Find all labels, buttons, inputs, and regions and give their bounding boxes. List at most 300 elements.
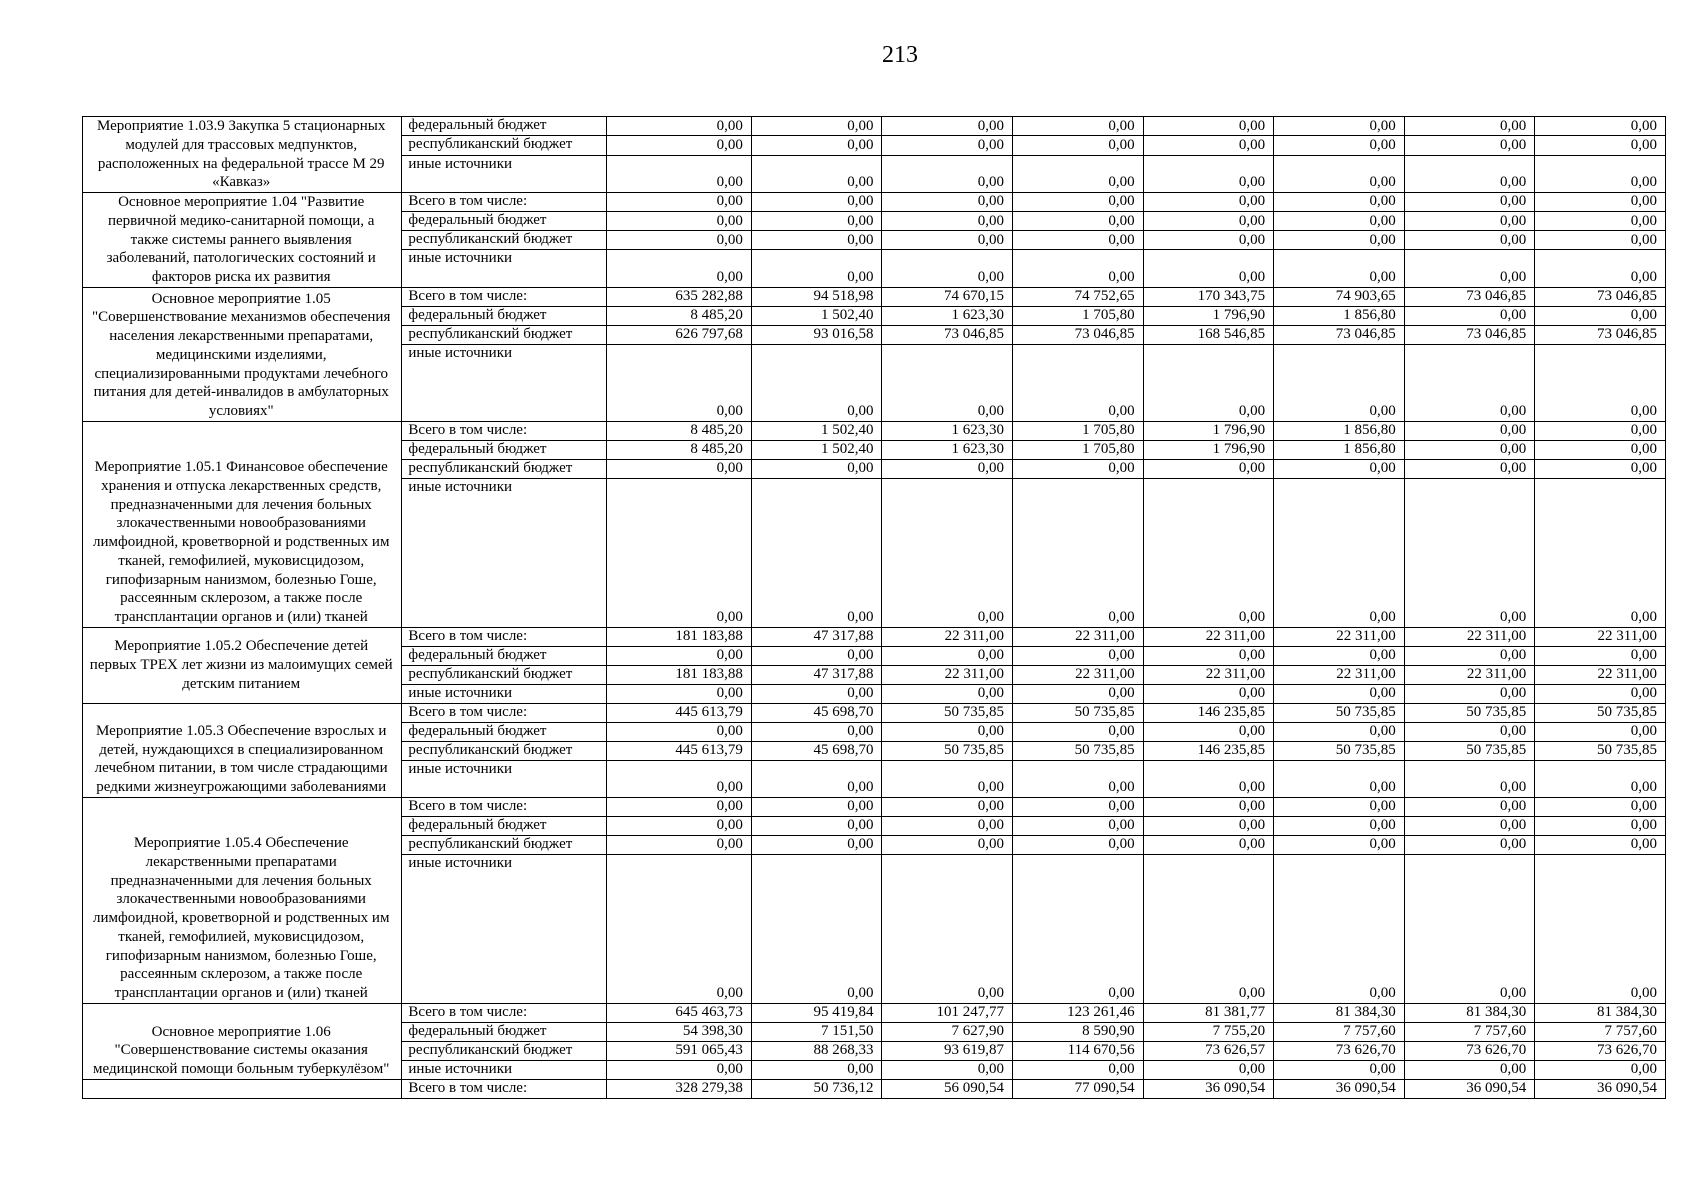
amount-cell: 36 090,54	[1404, 1079, 1535, 1098]
amount-cell: 7 755,20	[1143, 1022, 1274, 1041]
amount-cell: 0,00	[1404, 478, 1535, 627]
amount-cell: 0,00	[1535, 344, 1666, 421]
amount-cell: 0,00	[607, 136, 752, 155]
amount-cell: 0,00	[1013, 1060, 1144, 1079]
amount-cell: 0,00	[1535, 306, 1666, 325]
amount-cell: 591 065,43	[607, 1041, 752, 1060]
funding-source-cell: иные источники	[402, 1060, 607, 1079]
amount-cell: 1 623,30	[882, 421, 1013, 440]
amount-cell: 73 046,85	[1404, 287, 1535, 306]
amount-cell: 0,00	[882, 212, 1013, 231]
amount-cell: 0,00	[1274, 136, 1405, 155]
funding-source-cell: Всего в том числе:	[402, 627, 607, 646]
amount-cell: 0,00	[1013, 760, 1144, 797]
amount-cell: 181 183,88	[607, 665, 752, 684]
amount-cell: 0,00	[882, 722, 1013, 741]
amount-cell: 0,00	[607, 250, 752, 287]
funding-source-cell: Всего в том числе:	[402, 1003, 607, 1022]
amount-cell: 0,00	[882, 231, 1013, 250]
table-row	[83, 703, 1666, 722]
amount-cell: 73 626,70	[1404, 1041, 1535, 1060]
amount-cell: 0,00	[1013, 250, 1144, 287]
amount-cell: 0,00	[1404, 816, 1535, 835]
funding-source-cell: федеральный бюджет	[402, 646, 607, 665]
amount-cell: 73 626,70	[1274, 1041, 1405, 1060]
amount-cell: 0,00	[1274, 1060, 1405, 1079]
funding-source-cell: иные источники	[402, 344, 607, 421]
amount-cell: 50 735,85	[1274, 741, 1405, 760]
amount-cell: 0,00	[751, 193, 882, 212]
amount-cell: 0,00	[751, 722, 882, 741]
amount-cell: 0,00	[1274, 797, 1405, 816]
amount-cell: 73 046,85	[1274, 325, 1405, 344]
amount-cell: 0,00	[882, 816, 1013, 835]
amount-cell: 0,00	[751, 478, 882, 627]
amount-cell: 0,00	[1274, 250, 1405, 287]
funding-source-cell: республиканский бюджет	[402, 459, 607, 478]
amount-cell: 50 735,85	[1274, 703, 1405, 722]
amount-cell: 0,00	[1404, 684, 1535, 703]
amount-cell: 0,00	[751, 854, 882, 1003]
amount-cell: 0,00	[1404, 231, 1535, 250]
amount-cell: 0,00	[1535, 421, 1666, 440]
amount-cell: 0,00	[1013, 816, 1144, 835]
amount-cell: 0,00	[1013, 854, 1144, 1003]
measure-cell	[83, 1079, 402, 1098]
amount-cell: 0,00	[607, 212, 752, 231]
amount-cell: 22 311,00	[1274, 665, 1405, 684]
funding-source-cell: республиканский бюджет	[402, 325, 607, 344]
funding-source-cell: Всего в том числе:	[402, 287, 607, 306]
amount-cell: 0,00	[1535, 440, 1666, 459]
amount-cell: 0,00	[1143, 760, 1274, 797]
amount-cell: 0,00	[751, 344, 882, 421]
amount-cell: 50 735,85	[882, 741, 1013, 760]
amount-cell: 0,00	[1274, 760, 1405, 797]
amount-cell: 77 090,54	[1013, 1079, 1144, 1098]
amount-cell: 0,00	[1013, 646, 1144, 665]
amount-cell: 93 016,58	[751, 325, 882, 344]
amount-cell: 0,00	[1404, 760, 1535, 797]
measure-cell: Мероприятие 1.05.2 Обеспечение детей первых ТРЕХ лет жизни из малоимущих семей детским питанием	[83, 627, 402, 703]
amount-cell: 0,00	[1274, 344, 1405, 421]
amount-cell: 0,00	[1535, 835, 1666, 854]
amount-cell: 0,00	[751, 684, 882, 703]
amount-cell: 0,00	[1274, 117, 1405, 136]
amount-cell: 93 619,87	[882, 1041, 1013, 1060]
amount-cell: 181 183,88	[607, 627, 752, 646]
amount-cell: 0,00	[882, 797, 1013, 816]
amount-cell: 73 046,85	[882, 325, 1013, 344]
amount-cell: 0,00	[1404, 193, 1535, 212]
funding-source-cell: федеральный бюджет	[402, 816, 607, 835]
amount-cell: 74 670,15	[882, 287, 1013, 306]
amount-cell: 7 151,50	[751, 1022, 882, 1041]
amount-cell: 0,00	[607, 722, 752, 741]
amount-cell: 0,00	[607, 344, 752, 421]
amount-cell: 1 796,90	[1143, 440, 1274, 459]
amount-cell: 0,00	[1535, 212, 1666, 231]
amount-cell: 0,00	[882, 193, 1013, 212]
funding-source-cell: Всего в том числе:	[402, 421, 607, 440]
amount-cell: 22 311,00	[1143, 627, 1274, 646]
amount-cell: 81 384,30	[1404, 1003, 1535, 1022]
amount-cell: 74 903,65	[1274, 287, 1405, 306]
amount-cell: 1 623,30	[882, 306, 1013, 325]
table-body	[83, 117, 1666, 1099]
amount-cell: 0,00	[751, 1060, 882, 1079]
amount-cell: 0,00	[1535, 722, 1666, 741]
amount-cell: 81 384,30	[1274, 1003, 1405, 1022]
page-number: 213	[882, 42, 918, 68]
amount-cell: 1 796,90	[1143, 421, 1274, 440]
amount-cell: 0,00	[1535, 250, 1666, 287]
amount-cell: 0,00	[1274, 193, 1405, 212]
funding-source-cell: республиканский бюджет	[402, 741, 607, 760]
amount-cell: 1 502,40	[751, 306, 882, 325]
table-row	[83, 117, 1666, 136]
funding-source-cell: иные источники	[402, 760, 607, 797]
amount-cell: 0,00	[751, 212, 882, 231]
amount-cell: 1 705,80	[1013, 440, 1144, 459]
amount-cell: 0,00	[1013, 459, 1144, 478]
amount-cell: 7 757,60	[1404, 1022, 1535, 1041]
amount-cell: 626 797,68	[607, 325, 752, 344]
amount-cell: 0,00	[1143, 797, 1274, 816]
amount-cell: 0,00	[751, 250, 882, 287]
amount-cell: 0,00	[607, 231, 752, 250]
amount-cell: 1 502,40	[751, 421, 882, 440]
amount-cell: 0,00	[1274, 854, 1405, 1003]
amount-cell: 0,00	[1535, 797, 1666, 816]
measure-cell: Мероприятие 1.03.9 Закупка 5 стационарных модулей для трассовых медпунктов, расположенных на федеральной трассе М 29 «Кавказ»	[83, 117, 402, 193]
amount-cell: 445 613,79	[607, 703, 752, 722]
amount-cell: 0,00	[1535, 117, 1666, 136]
amount-cell: 73 046,85	[1404, 325, 1535, 344]
amount-cell: 146 235,85	[1143, 703, 1274, 722]
funding-source-cell: Всего в том числе:	[402, 1079, 607, 1098]
amount-cell: 36 090,54	[1143, 1079, 1274, 1098]
amount-cell: 0,00	[1404, 797, 1535, 816]
amount-cell: 0,00	[1404, 646, 1535, 665]
amount-cell: 22 311,00	[1143, 665, 1274, 684]
table-row	[83, 627, 1666, 646]
amount-cell: 0,00	[751, 835, 882, 854]
amount-cell: 0,00	[1404, 344, 1535, 421]
amount-cell: 56 090,54	[882, 1079, 1013, 1098]
amount-cell: 50 735,85	[1404, 741, 1535, 760]
amount-cell: 8 485,20	[607, 440, 752, 459]
amount-cell: 0,00	[882, 646, 1013, 665]
amount-cell: 0,00	[1535, 231, 1666, 250]
amount-cell: 45 698,70	[751, 741, 882, 760]
amount-cell: 0,00	[607, 1060, 752, 1079]
amount-cell: 81 381,77	[1143, 1003, 1274, 1022]
amount-cell: 0,00	[607, 155, 752, 193]
amount-cell: 0,00	[1404, 440, 1535, 459]
amount-cell: 0,00	[1404, 212, 1535, 231]
amount-cell: 0,00	[607, 459, 752, 478]
amount-cell: 88 268,33	[751, 1041, 882, 1060]
amount-cell: 0,00	[1143, 816, 1274, 835]
amount-cell: 0,00	[1143, 854, 1274, 1003]
table-row	[83, 797, 1666, 816]
amount-cell: 0,00	[1013, 684, 1144, 703]
amount-cell: 36 090,54	[1535, 1079, 1666, 1098]
amount-cell: 0,00	[882, 155, 1013, 193]
amount-cell: 1 796,90	[1143, 306, 1274, 325]
amount-cell: 0,00	[1013, 136, 1144, 155]
amount-cell: 1 856,80	[1274, 440, 1405, 459]
funding-source-cell: республиканский бюджет	[402, 1041, 607, 1060]
amount-cell: 0,00	[751, 459, 882, 478]
amount-cell: 0,00	[1143, 684, 1274, 703]
amount-cell: 0,00	[1143, 212, 1274, 231]
amount-cell: 0,00	[1143, 231, 1274, 250]
amount-cell: 0,00	[751, 816, 882, 835]
amount-cell: 0,00	[1535, 155, 1666, 193]
amount-cell: 45 698,70	[751, 703, 882, 722]
amount-cell: 0,00	[1143, 117, 1274, 136]
amount-cell: 1 856,80	[1274, 306, 1405, 325]
amount-cell: 73 626,70	[1535, 1041, 1666, 1060]
amount-cell: 146 235,85	[1143, 741, 1274, 760]
amount-cell: 0,00	[1404, 136, 1535, 155]
amount-cell: 0,00	[1404, 250, 1535, 287]
amount-cell: 0,00	[1274, 816, 1405, 835]
amount-cell: 0,00	[751, 231, 882, 250]
funding-source-cell: Всего в том числе:	[402, 797, 607, 816]
amount-cell: 0,00	[1013, 193, 1144, 212]
amount-cell: 170 343,75	[1143, 287, 1274, 306]
table-row	[83, 287, 1666, 306]
amount-cell: 50 736,12	[751, 1079, 882, 1098]
measure-cell: Основное мероприятие 1.06 "Совершенствование системы оказания медицинской помощи больным туберкулёзом"	[83, 1003, 402, 1079]
amount-cell: 0,00	[882, 1060, 1013, 1079]
amount-cell: 0,00	[882, 478, 1013, 627]
amount-cell: 0,00	[1013, 212, 1144, 231]
amount-cell: 0,00	[1274, 684, 1405, 703]
amount-cell: 0,00	[1143, 459, 1274, 478]
amount-cell: 22 311,00	[1274, 627, 1405, 646]
funding-source-cell: республиканский бюджет	[402, 136, 607, 155]
funding-source-cell: федеральный бюджет	[402, 1022, 607, 1041]
funding-source-cell: Всего в том числе:	[402, 703, 607, 722]
amount-cell: 0,00	[751, 760, 882, 797]
amount-cell: 73 046,85	[1535, 325, 1666, 344]
amount-cell: 0,00	[882, 117, 1013, 136]
funding-source-cell: федеральный бюджет	[402, 306, 607, 325]
amount-cell: 0,00	[1404, 722, 1535, 741]
amount-cell: 0,00	[1535, 478, 1666, 627]
amount-cell: 0,00	[607, 835, 752, 854]
amount-cell: 0,00	[607, 760, 752, 797]
funding-source-cell: республиканский бюджет	[402, 835, 607, 854]
amount-cell: 0,00	[1143, 155, 1274, 193]
amount-cell: 168 546,85	[1143, 325, 1274, 344]
amount-cell: 95 419,84	[751, 1003, 882, 1022]
amount-cell: 47 317,88	[751, 627, 882, 646]
amount-cell: 73 626,57	[1143, 1041, 1274, 1060]
funding-source-cell: федеральный бюджет	[402, 117, 607, 136]
amount-cell: 7 757,60	[1535, 1022, 1666, 1041]
amount-cell: 50 735,85	[1013, 703, 1144, 722]
amount-cell: 0,00	[1013, 117, 1144, 136]
funding-source-cell: республиканский бюджет	[402, 231, 607, 250]
amount-cell: 0,00	[1274, 231, 1405, 250]
amount-cell: 0,00	[1535, 136, 1666, 155]
amount-cell: 0,00	[607, 117, 752, 136]
amount-cell: 0,00	[1013, 835, 1144, 854]
amount-cell: 22 311,00	[1404, 665, 1535, 684]
amount-cell: 0,00	[1274, 835, 1405, 854]
funding-source-cell: иные источники	[402, 155, 607, 193]
amount-cell: 0,00	[1013, 344, 1144, 421]
amount-cell: 0,00	[1404, 835, 1535, 854]
amount-cell: 645 463,73	[607, 1003, 752, 1022]
funding-source-cell: Всего в том числе:	[402, 193, 607, 212]
table-row	[83, 193, 1666, 212]
amount-cell: 54 398,30	[607, 1022, 752, 1041]
amount-cell: 0,00	[1404, 117, 1535, 136]
amount-cell: 0,00	[607, 684, 752, 703]
amount-cell: 0,00	[1143, 1060, 1274, 1079]
amount-cell: 73 046,85	[1535, 287, 1666, 306]
funding-source-cell: иные источники	[402, 854, 607, 1003]
amount-cell: 0,00	[1404, 155, 1535, 193]
amount-cell: 0,00	[882, 854, 1013, 1003]
measure-cell: Мероприятие 1.05.1 Финансовое обеспечение хранения и отпуска лекарственных средств, предназначенными для лечения больных злокачественными новообразованиями лимфоидной, кроветворной и родственных им тканей, гемофилией, муковисцидозом, гипофизарным нанизмом, болезнью Гоше, рассеянным склерозом, а также после трансплантации органов и (или) тканей	[83, 421, 402, 627]
amount-cell: 1 502,40	[751, 440, 882, 459]
amount-cell: 0,00	[1535, 854, 1666, 1003]
amount-cell: 0,00	[1535, 646, 1666, 665]
amount-cell: 0,00	[1013, 722, 1144, 741]
amount-cell: 0,00	[751, 797, 882, 816]
amount-cell: 1 623,30	[882, 440, 1013, 459]
amount-cell: 22 311,00	[882, 627, 1013, 646]
table-row	[83, 1079, 1666, 1098]
amount-cell: 0,00	[1143, 722, 1274, 741]
amount-cell: 0,00	[1535, 684, 1666, 703]
amount-cell: 36 090,54	[1274, 1079, 1405, 1098]
amount-cell: 73 046,85	[1013, 325, 1144, 344]
amount-cell: 0,00	[882, 684, 1013, 703]
amount-cell: 0,00	[1143, 250, 1274, 287]
amount-cell: 101 247,77	[882, 1003, 1013, 1022]
table-row	[83, 421, 1666, 440]
amount-cell: 0,00	[882, 760, 1013, 797]
amount-cell: 8 485,20	[607, 306, 752, 325]
amount-cell: 0,00	[1143, 193, 1274, 212]
amount-cell: 1 705,80	[1013, 306, 1144, 325]
amount-cell: 0,00	[1404, 306, 1535, 325]
amount-cell: 0,00	[751, 646, 882, 665]
measure-cell: Мероприятие 1.05.3 Обеспечение взрослых и детей, нуждающихся в специализированном лечебном питании, в том числе страдающими редкими жизнеугрожающими заболеваниями	[83, 703, 402, 797]
amount-cell: 0,00	[1013, 231, 1144, 250]
amount-cell: 74 752,65	[1013, 287, 1144, 306]
table-row	[83, 1003, 1666, 1022]
amount-cell: 0,00	[1404, 421, 1535, 440]
amount-cell: 0,00	[607, 646, 752, 665]
amount-cell: 1 856,80	[1274, 421, 1405, 440]
amount-cell: 0,00	[1274, 459, 1405, 478]
amount-cell: 0,00	[1274, 646, 1405, 665]
amount-cell: 0,00	[1535, 193, 1666, 212]
amount-cell: 50 735,85	[1535, 741, 1666, 760]
amount-cell: 0,00	[1404, 854, 1535, 1003]
amount-cell: 0,00	[1013, 797, 1144, 816]
amount-cell: 0,00	[1143, 835, 1274, 854]
amount-cell: 7 627,90	[882, 1022, 1013, 1041]
amount-cell: 0,00	[882, 136, 1013, 155]
amount-cell: 0,00	[1535, 459, 1666, 478]
amount-cell: 0,00	[882, 250, 1013, 287]
measure-cell: Основное мероприятие 1.04 "Развитие первичной медико-санитарной помощи, а также системы раннего выявления заболеваний, патологических состояний и факторов риска их развития	[83, 193, 402, 288]
amount-cell: 0,00	[882, 835, 1013, 854]
amount-cell: 0,00	[751, 117, 882, 136]
amount-cell: 0,00	[1535, 760, 1666, 797]
amount-cell: 0,00	[1143, 136, 1274, 155]
amount-cell: 635 282,88	[607, 287, 752, 306]
amount-cell: 123 261,46	[1013, 1003, 1144, 1022]
amount-cell: 81 384,30	[1535, 1003, 1666, 1022]
amount-cell: 0,00	[607, 854, 752, 1003]
amount-cell: 0,00	[607, 816, 752, 835]
amount-cell: 0,00	[1274, 722, 1405, 741]
amount-cell: 50 735,85	[882, 703, 1013, 722]
funding-source-cell: иные источники	[402, 684, 607, 703]
amount-cell: 0,00	[1535, 1060, 1666, 1079]
amount-cell: 0,00	[751, 136, 882, 155]
amount-cell: 47 317,88	[751, 665, 882, 684]
amount-cell: 0,00	[607, 478, 752, 627]
amount-cell: 8 485,20	[607, 421, 752, 440]
funding-source-cell: федеральный бюджет	[402, 212, 607, 231]
amount-cell: 7 757,60	[1274, 1022, 1405, 1041]
amount-cell: 0,00	[882, 344, 1013, 421]
amount-cell: 0,00	[607, 797, 752, 816]
amount-cell: 114 670,56	[1013, 1041, 1144, 1060]
amount-cell: 328 279,38	[607, 1079, 752, 1098]
funding-source-cell: федеральный бюджет	[402, 722, 607, 741]
amount-cell: 50 735,85	[1404, 703, 1535, 722]
amount-cell: 94 518,98	[751, 287, 882, 306]
amount-cell: 0,00	[1274, 155, 1405, 193]
amount-cell: 0,00	[1535, 816, 1666, 835]
amount-cell: 0,00	[1404, 1060, 1535, 1079]
amount-cell: 50 735,85	[1535, 703, 1666, 722]
amount-cell: 50 735,85	[1013, 741, 1144, 760]
amount-cell: 445 613,79	[607, 741, 752, 760]
funding-source-cell: федеральный бюджет	[402, 440, 607, 459]
funding-source-cell: иные источники	[402, 478, 607, 627]
budget-table	[82, 116, 1666, 1099]
amount-cell: 22 311,00	[1013, 665, 1144, 684]
amount-cell: 0,00	[1274, 212, 1405, 231]
amount-cell: 1 705,80	[1013, 421, 1144, 440]
amount-cell: 0,00	[607, 193, 752, 212]
amount-cell: 22 311,00	[1404, 627, 1535, 646]
measure-cell: Основное мероприятие 1.05 "Совершенствование механизмов обеспечения населения лекарственными препаратами, медицинскими изделиями, специализированными продуктами лечебного питания для детей-инвалидов в амбулаторных условиях"	[83, 287, 402, 421]
amount-cell: 0,00	[1143, 646, 1274, 665]
amount-cell: 0,00	[751, 155, 882, 193]
amount-cell: 22 311,00	[882, 665, 1013, 684]
amount-cell: 0,00	[1013, 478, 1144, 627]
funding-source-cell: республиканский бюджет	[402, 665, 607, 684]
amount-cell: 22 311,00	[1535, 627, 1666, 646]
measure-cell: Мероприятие 1.05.4 Обеспечение лекарственными препаратами предназначенными для лечения больных злокачественными новообразованиями лимфоидной, кроветворной и родственных им тканей, гемофилией, муковисцидозом, гипофизарным нанизмом, болезнью Гоше, рассеянным склерозом, а также после трансплантации органов и (или) тканей	[83, 797, 402, 1003]
amount-cell: 8 590,90	[1013, 1022, 1144, 1041]
